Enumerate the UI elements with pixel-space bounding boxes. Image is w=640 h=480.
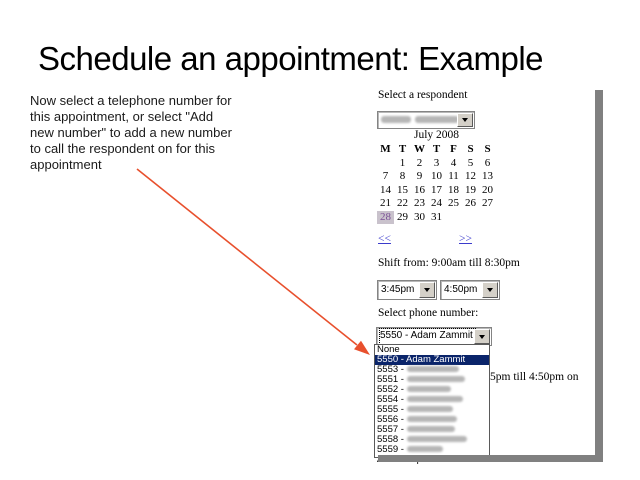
calendar-day[interactable]: 14 — [380, 183, 391, 196]
phone-option-label: 5557 - — [377, 424, 404, 435]
calendar-day[interactable]: 16 — [414, 183, 425, 196]
phone-option-label: 5553 - — [377, 364, 404, 375]
redacted-text — [407, 436, 467, 442]
calendar-day[interactable]: 9 — [416, 170, 423, 182]
calendar-day[interactable]: 11 — [448, 170, 459, 182]
calendar-day[interactable]: 12 — [465, 170, 476, 182]
redacted-text — [407, 446, 443, 452]
calendar-day[interactable]: 17 — [431, 183, 442, 196]
calendar-day[interactable]: 23 — [414, 197, 425, 209]
phone-option-label: None — [377, 344, 400, 355]
calendar-day[interactable]: 5 — [467, 156, 474, 169]
calendar-day[interactable]: 31 — [431, 210, 442, 223]
calendar-day[interactable]: 2 — [416, 156, 423, 169]
calendar-day-header: W — [414, 143, 425, 155]
instruction-line: to call the respondent on for this — [30, 141, 216, 156]
calendar-day[interactable]: 19 — [465, 183, 476, 196]
chevron-down-icon[interactable] — [419, 282, 435, 298]
calendar-grid — [377, 143, 496, 224]
respondent-label: Select a respondent — [378, 89, 468, 101]
calendar-day[interactable]: 26 — [465, 197, 476, 209]
calendar-day[interactable]: 7 — [382, 170, 389, 182]
respondent-select-value — [381, 113, 458, 127]
instruction-line: Now select a telephone number for — [30, 93, 232, 108]
redacted-text — [407, 396, 463, 402]
background-text-fragment: 5pm till 4:50pm on — [490, 371, 579, 383]
respondent-redaction — [415, 116, 459, 123]
calendar-day[interactable]: 25 — [448, 197, 459, 209]
calendar-day — [462, 211, 479, 225]
slide-title: Schedule an appointment: Example — [38, 40, 544, 77]
calendar-day[interactable]: 20 — [482, 183, 493, 196]
phone-option-label: 5559 - — [377, 444, 404, 455]
chevron-down-icon[interactable] — [457, 113, 473, 127]
shift-hours-text: Shift from: 9:00am till 8:30pm — [378, 257, 520, 269]
phone-option-label: 5550 - Adam Zammit — [377, 354, 466, 365]
calendar-day[interactable]: 3 — [433, 156, 440, 169]
phone-option-label: 5558 - — [377, 434, 404, 445]
redacted-text — [407, 366, 459, 372]
redacted-text — [407, 386, 451, 392]
time-from-select[interactable] — [377, 280, 437, 300]
calendar-day[interactable]: 8 — [399, 170, 406, 182]
calendar-day[interactable]: 18 — [448, 183, 459, 196]
time-from-value: 3:45pm — [381, 284, 415, 295]
calendar-day — [377, 157, 394, 171]
calendar-prev-link[interactable]: << — [378, 233, 391, 245]
redacted-text — [407, 376, 465, 382]
screenshot-shadow-bottom — [378, 455, 603, 462]
calendar-day-header: T — [398, 143, 407, 155]
calendar-day[interactable]: 22 — [397, 197, 408, 209]
calendar-day-header: S — [467, 143, 474, 155]
calendar-day[interactable]: 30 — [414, 210, 425, 223]
phone-option-list — [374, 344, 490, 458]
phone-option-label: 5555 - — [377, 404, 404, 415]
calendar-day[interactable]: 27 — [482, 197, 493, 209]
calendar-day — [445, 211, 462, 225]
calendar-day[interactable]: 28 — [377, 211, 394, 225]
phone-number-label: Select phone number: — [378, 307, 479, 319]
instruction-line: appointment — [30, 157, 102, 172]
calendar-next-link[interactable]: >> — [459, 233, 472, 245]
phone-option-label: 5554 - — [377, 394, 404, 405]
calendar-day[interactable]: 10 — [431, 170, 442, 182]
chevron-down-icon[interactable] — [482, 282, 498, 298]
phone-option-label: 5556 - — [377, 414, 404, 425]
redacted-text — [407, 406, 453, 412]
time-to-value: 4:50pm — [444, 284, 478, 295]
calendar-month-title: July 2008 — [413, 129, 460, 141]
respondent-redaction — [381, 116, 411, 123]
calendar-day — [479, 211, 496, 225]
calendar-day[interactable]: 15 — [397, 183, 408, 196]
calendar-day[interactable]: 4 — [450, 156, 457, 169]
instruction-line: new number" to add a new number — [30, 125, 232, 140]
calendar-day-header: F — [450, 143, 457, 155]
phone-option-label: 5551 - — [377, 374, 404, 385]
instruction-line: this appointment, or select "Add — [30, 109, 214, 124]
redacted-text — [407, 416, 457, 422]
time-to-select[interactable] — [440, 280, 500, 300]
calendar-day[interactable]: 29 — [397, 210, 408, 223]
calendar-day[interactable]: 13 — [482, 170, 493, 182]
calendar-day-header: T — [432, 143, 441, 155]
screenshot-shadow-right — [595, 90, 603, 462]
calendar-day-header: M — [380, 143, 391, 155]
phone-select-value: 5550 - Adam Zammit — [380, 329, 475, 344]
calendar-day[interactable]: 21 — [380, 197, 391, 209]
calendar-day-header: S — [484, 143, 491, 155]
calendar-day[interactable]: 1 — [399, 156, 406, 169]
redacted-text — [407, 426, 455, 432]
chevron-down-icon[interactable] — [474, 329, 490, 344]
respondent-select[interactable] — [377, 111, 475, 129]
calendar-day[interactable]: 6 — [484, 156, 491, 169]
calendar-day[interactable]: 24 — [431, 197, 442, 209]
phone-option-label: 5552 - — [377, 384, 404, 395]
